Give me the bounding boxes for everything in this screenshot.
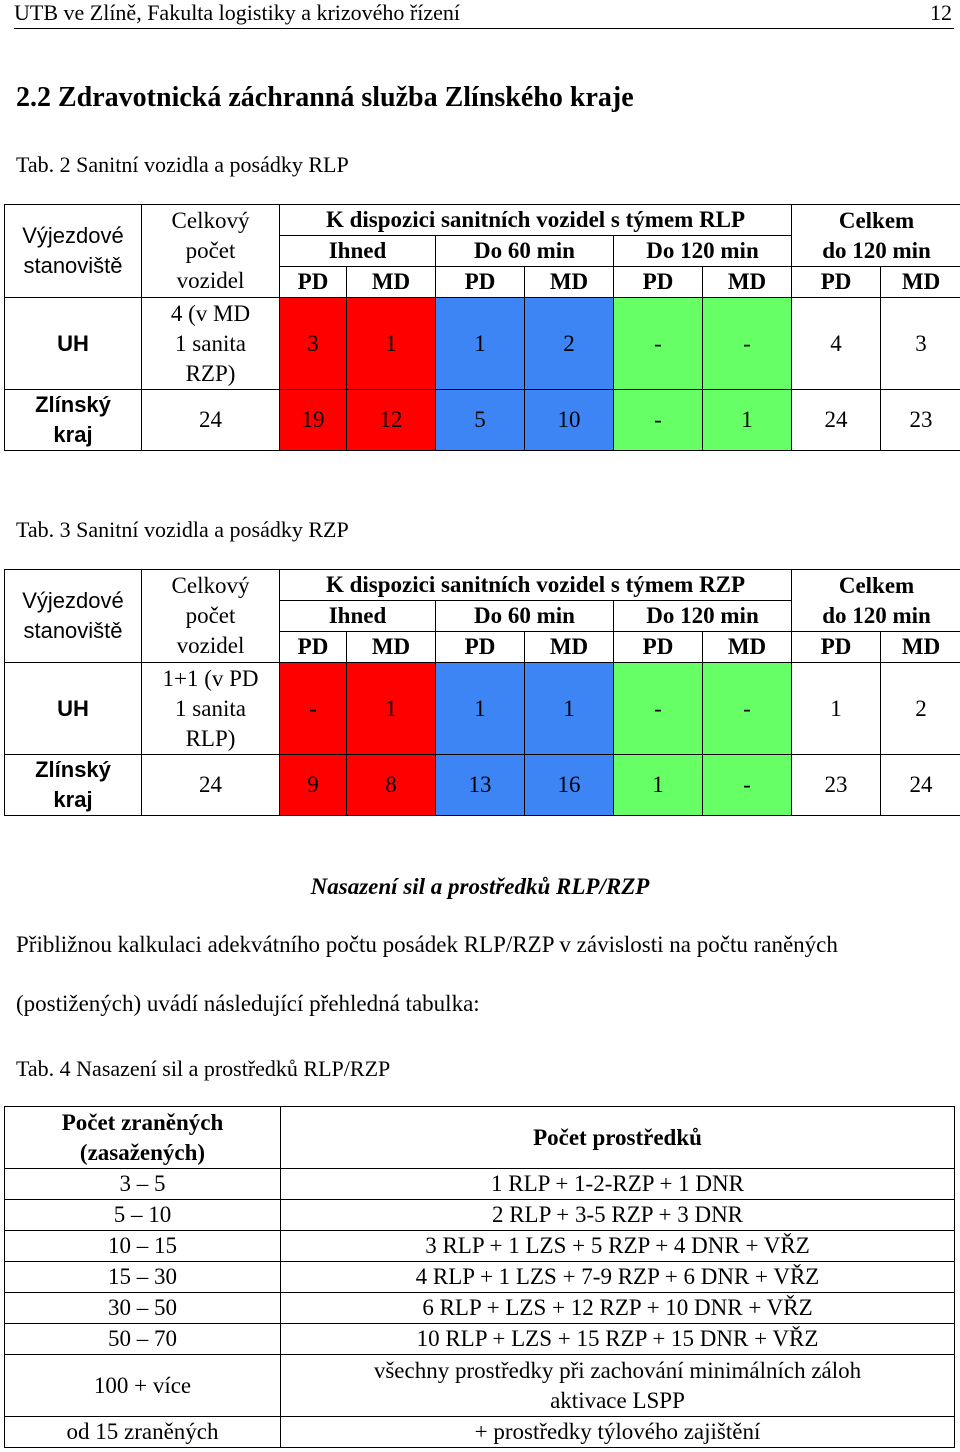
col-station: Výjezdové stanoviště bbox=[5, 205, 142, 298]
table-row bbox=[5, 1262, 955, 1293]
value-cell: 1 bbox=[792, 663, 881, 755]
value-cell: - bbox=[280, 663, 347, 755]
time-120: Do 120 min bbox=[614, 601, 792, 632]
paragraph-line-2: (postižených) uvádí následující přehledná tabulka: bbox=[16, 991, 480, 1016]
col-station: Výjezdové stanoviště bbox=[5, 570, 142, 663]
header-resources: Počet prostředků bbox=[281, 1107, 955, 1169]
value-cell: 16 bbox=[525, 755, 614, 816]
value-cell: - bbox=[703, 298, 792, 390]
md-label: MD bbox=[347, 267, 436, 298]
value-cell: - bbox=[614, 390, 703, 451]
injured-cell: 5 – 10 bbox=[5, 1200, 281, 1231]
resources-cell: 2 RLP + 3-5 RZP + 3 DNR bbox=[281, 1200, 955, 1231]
tab4-caption: Tab. 4 Nasazení sil a prostředků RLP/RZP bbox=[16, 1056, 391, 1081]
header-injured: Počet zraněných (zasažených) bbox=[5, 1107, 281, 1169]
total-cell: 4 (v MD 1 sanita RZP) bbox=[142, 298, 280, 390]
time-120: Do 120 min bbox=[614, 236, 792, 267]
table-row bbox=[5, 663, 960, 755]
value-cell: 8 bbox=[347, 755, 436, 816]
value-cell: 1 bbox=[525, 663, 614, 755]
total-cell: 1+1 (v PD 1 sanita RLP) bbox=[142, 663, 280, 755]
table-row bbox=[5, 1169, 955, 1200]
page-header bbox=[14, 0, 954, 29]
resources-cell: 10 RLP + LZS + 15 RZP + 15 DNR + VŘZ bbox=[281, 1324, 955, 1355]
tab3-caption: Tab. 3 Sanitní vozidla a posádky RZP bbox=[16, 517, 349, 542]
injured-cell: od 15 zraněných bbox=[5, 1417, 281, 1448]
injured-cell: 3 – 5 bbox=[5, 1169, 281, 1200]
time-ihned: Ihned bbox=[280, 601, 436, 632]
paragraph-line-1: Přibližnou kalkulaci adekvátního počtu posádek RLP/RZP v závislosti na počtu raněných bbox=[16, 932, 838, 957]
table-row bbox=[5, 1293, 955, 1324]
md-label: MD bbox=[703, 267, 792, 298]
station-cell: Zlínský kraj bbox=[5, 755, 142, 816]
pd-label: PD bbox=[436, 267, 525, 298]
value-cell: 23 bbox=[792, 755, 881, 816]
group-header: K dispozici sanitních vozidel s týmem RZP bbox=[280, 570, 792, 601]
col-total: Celkový počet vozidel bbox=[142, 570, 280, 663]
table-row bbox=[5, 1324, 955, 1355]
resources-cell: + prostředky týlového zajištění bbox=[281, 1417, 955, 1448]
table-row bbox=[5, 1231, 955, 1262]
value-cell: 13 bbox=[436, 755, 525, 816]
table-rlp bbox=[4, 204, 960, 451]
value-cell: 19 bbox=[280, 390, 347, 451]
value-cell: - bbox=[614, 298, 703, 390]
subsection-title: Nasazení sil a prostředků RLP/RZP bbox=[310, 874, 650, 899]
header-title: UTB ve Zlíně, Fakulta logistiky a krizového řízení bbox=[14, 0, 461, 25]
value-cell: 12 bbox=[347, 390, 436, 451]
table-row bbox=[5, 390, 960, 451]
value-cell: 24 bbox=[792, 390, 881, 451]
md-label: MD bbox=[347, 632, 436, 663]
value-cell: 1 bbox=[614, 755, 703, 816]
value-cell: 5 bbox=[436, 390, 525, 451]
resources-cell: 4 RLP + 1 LZS + 7-9 RZP + 6 DNR + VŘZ bbox=[281, 1262, 955, 1293]
md-label: MD bbox=[703, 632, 792, 663]
value-cell: 10 bbox=[525, 390, 614, 451]
injured-cell: 100 + více bbox=[5, 1355, 281, 1417]
section-title: 2.2 Zdravotnická záchranná služba Zlínského kraje bbox=[16, 82, 634, 113]
value-cell: 2 bbox=[881, 663, 960, 755]
total-cell: 24 bbox=[142, 755, 280, 816]
value-cell: 9 bbox=[280, 755, 347, 816]
time-60: Do 60 min bbox=[436, 601, 614, 632]
value-cell: 3 bbox=[881, 298, 960, 390]
injured-cell: 50 – 70 bbox=[5, 1324, 281, 1355]
tab2-caption: Tab. 2 Sanitní vozidla a posádky RLP bbox=[16, 152, 349, 177]
time-ihned: Ihned bbox=[280, 236, 436, 267]
value-cell: 1 bbox=[436, 298, 525, 390]
pd-label: PD bbox=[614, 267, 703, 298]
pd-label: PD bbox=[792, 267, 881, 298]
resources-cell: 3 RLP + 1 LZS + 5 RZP + 4 DNR + VŘZ bbox=[281, 1231, 955, 1262]
value-cell: 1 bbox=[347, 663, 436, 755]
table-row bbox=[5, 755, 960, 816]
value-cell: 1 bbox=[703, 390, 792, 451]
col-total: Celkový počet vozidel bbox=[142, 205, 280, 298]
md-label: MD bbox=[525, 632, 614, 663]
injured-cell: 30 – 50 bbox=[5, 1293, 281, 1324]
value-cell: 23 bbox=[881, 390, 960, 451]
injured-cell: 10 – 15 bbox=[5, 1231, 281, 1262]
time-60: Do 60 min bbox=[436, 236, 614, 267]
pd-label: PD bbox=[280, 632, 347, 663]
value-cell: 1 bbox=[347, 298, 436, 390]
value-cell: - bbox=[703, 663, 792, 755]
table-row bbox=[5, 298, 960, 390]
value-cell: 3 bbox=[280, 298, 347, 390]
injured-cell: 15 – 30 bbox=[5, 1262, 281, 1293]
station-cell: Zlínský kraj bbox=[5, 390, 142, 451]
table-rzp bbox=[4, 569, 960, 816]
resources-cell: 1 RLP + 1-2-RZP + 1 DNR bbox=[281, 1169, 955, 1200]
value-cell: 2 bbox=[525, 298, 614, 390]
value-cell: 24 bbox=[881, 755, 960, 816]
pd-label: PD bbox=[436, 632, 525, 663]
table-row bbox=[5, 1417, 955, 1448]
md-label: MD bbox=[881, 632, 960, 663]
station-cell: UH bbox=[5, 663, 142, 755]
sum-header: Celkem do 120 min bbox=[792, 570, 960, 632]
value-cell: - bbox=[614, 663, 703, 755]
pd-label: PD bbox=[792, 632, 881, 663]
table-row bbox=[5, 1355, 955, 1417]
value-cell: - bbox=[703, 755, 792, 816]
value-cell: 4 bbox=[792, 298, 881, 390]
pd-label: PD bbox=[280, 267, 347, 298]
table-row bbox=[5, 1200, 955, 1231]
md-label: MD bbox=[525, 267, 614, 298]
resources-cell: 6 RLP + LZS + 12 RZP + 10 DNR + VŘZ bbox=[281, 1293, 955, 1324]
table-deployment bbox=[4, 1106, 955, 1448]
total-cell: 24 bbox=[142, 390, 280, 451]
group-header: K dispozici sanitních vozidel s týmem RLP bbox=[280, 205, 792, 236]
page-number: 12 bbox=[930, 0, 952, 25]
resources-cell: všechny prostředky při zachování minimálních záloh aktivace LSPP bbox=[281, 1355, 955, 1417]
md-label: MD bbox=[881, 267, 960, 298]
pd-label: PD bbox=[614, 632, 703, 663]
value-cell: 1 bbox=[436, 663, 525, 755]
sum-header: Celkem do 120 min bbox=[792, 205, 960, 267]
station-cell: UH bbox=[5, 298, 142, 390]
